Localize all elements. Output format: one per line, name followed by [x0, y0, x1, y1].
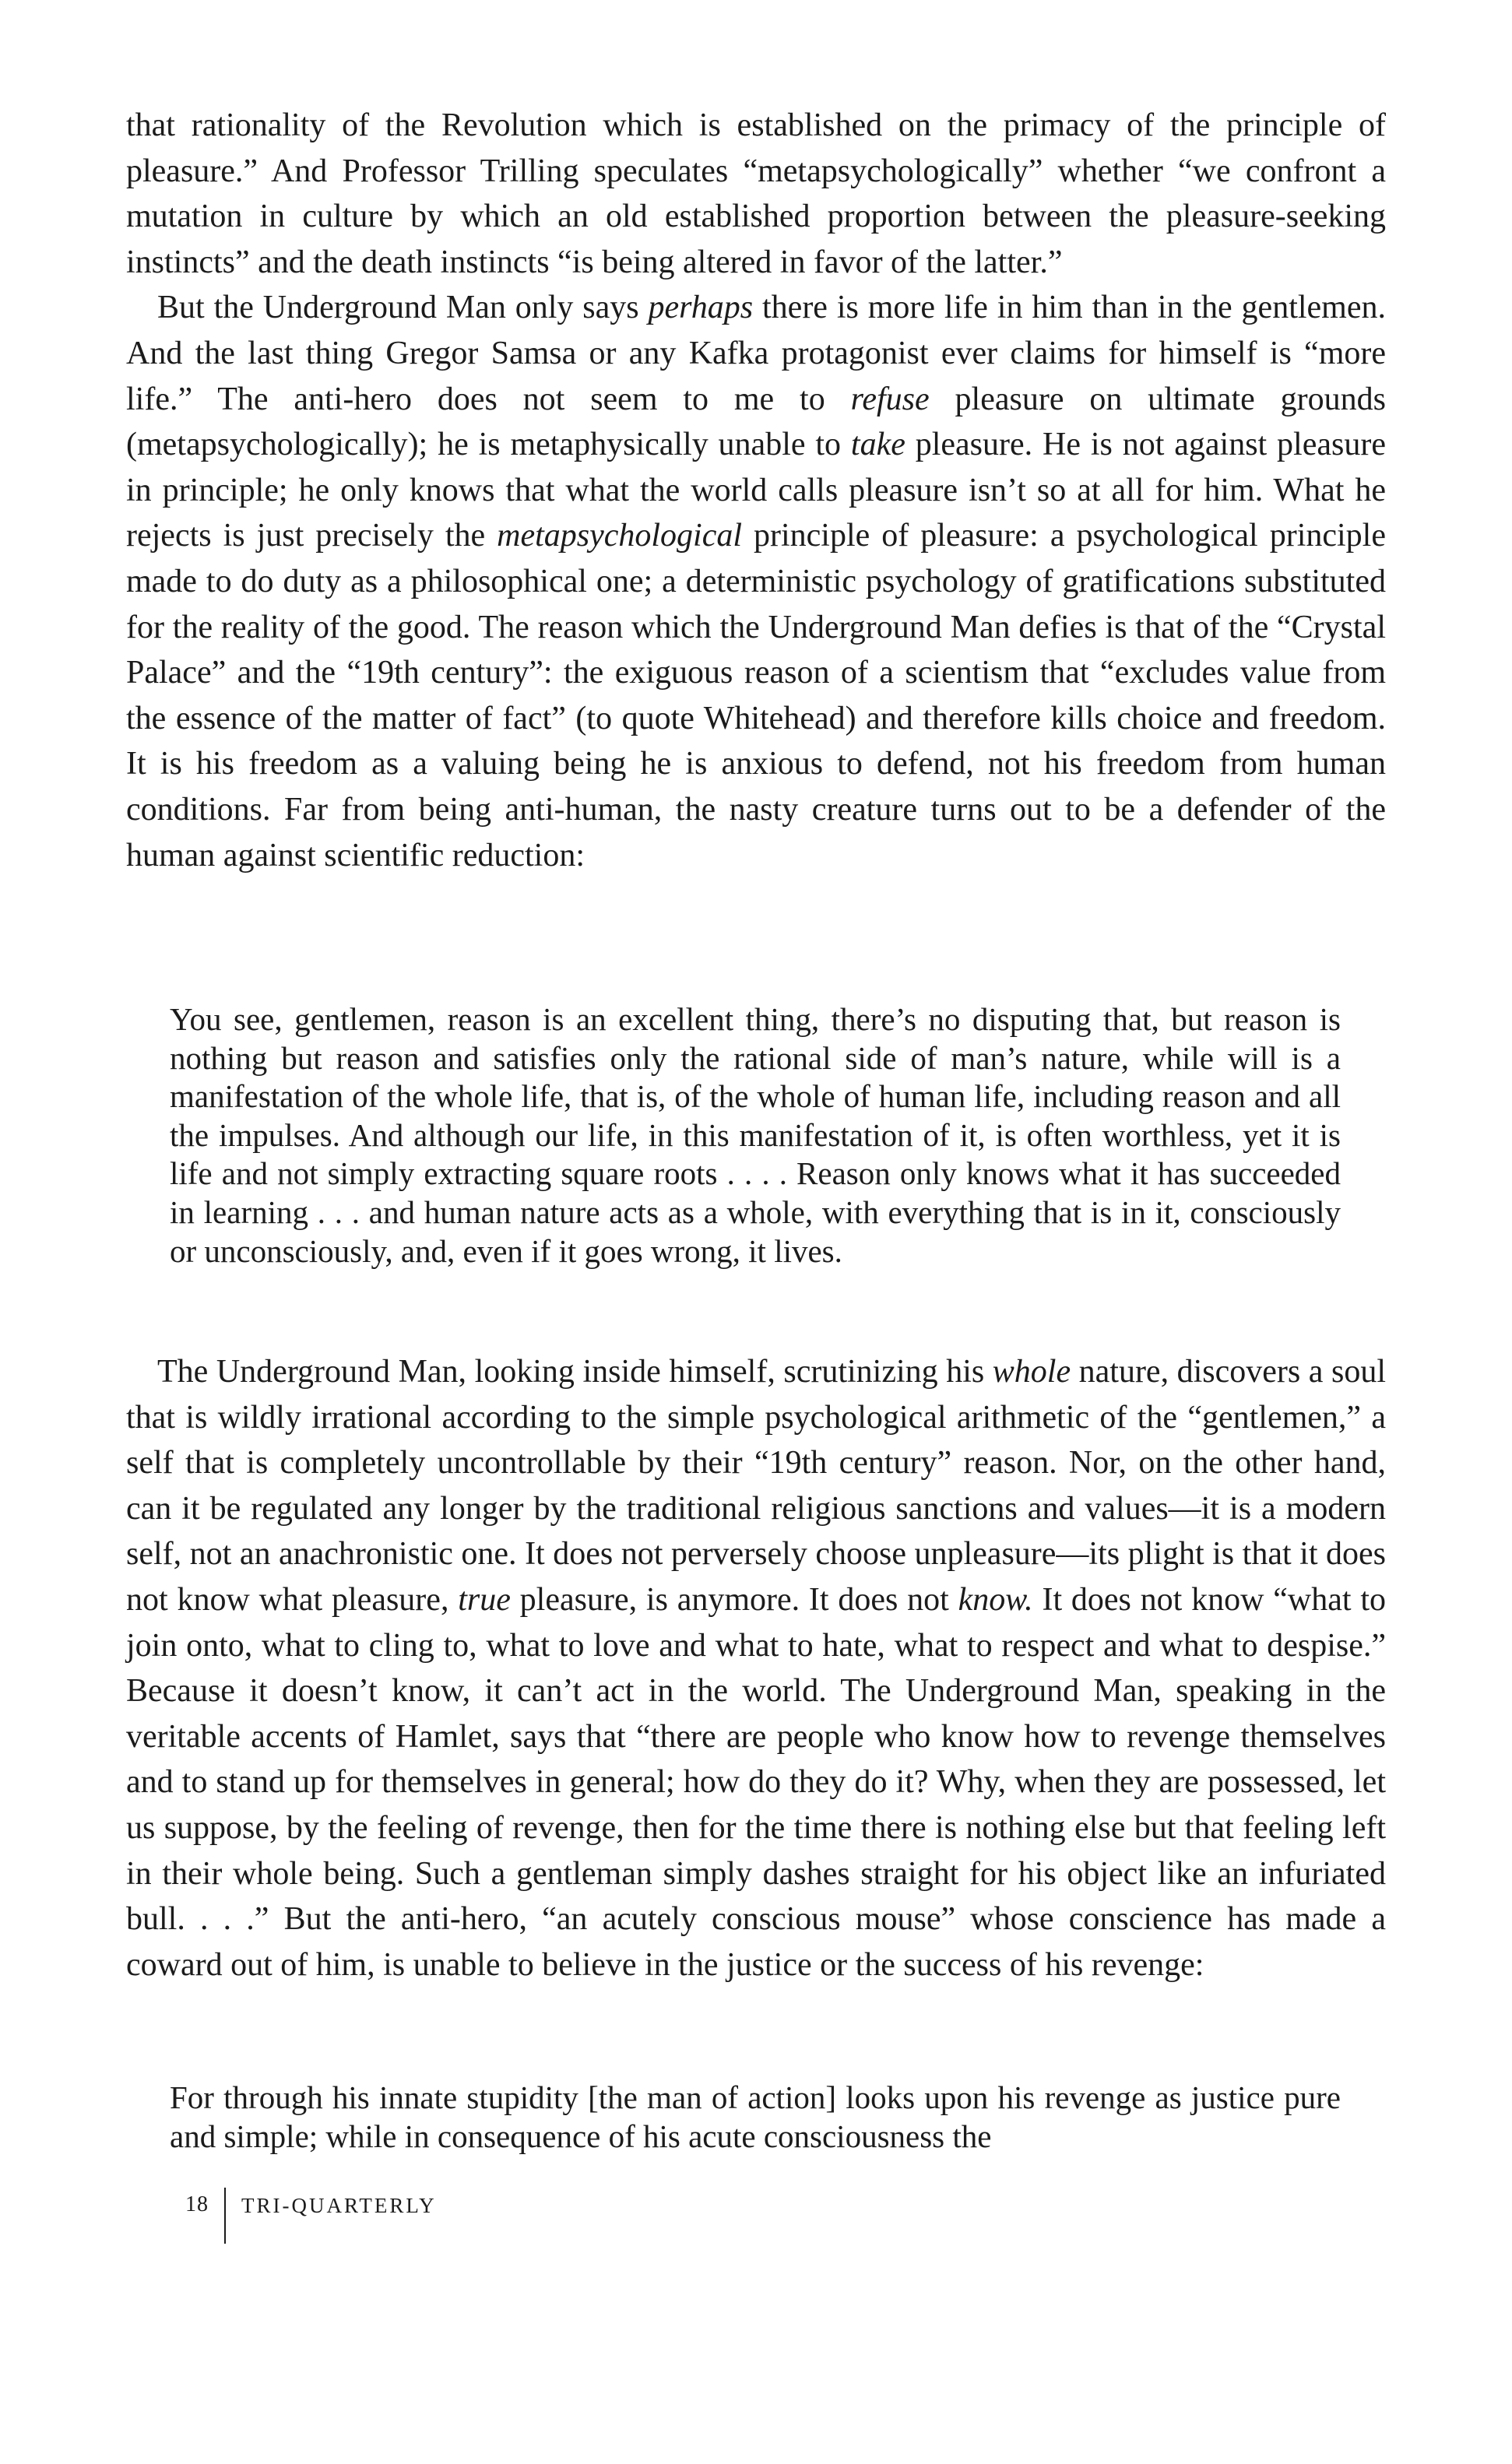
- block-quote-1: You see, gentlemen, reason is an excellent thing, there’s no disputing that, but reason is nothing but reason and satisfies only the rational side of man’s nature, while will is a manifestation of the whole life, that is, of the whole of human life, including reason and all the impulses. And although our life, in this manifestation of it, is often worthless, yet it is life and not simply extracting square roots . . . . Reason only knows what it has succeeded in learning . . . and human nature acts as a whole, with everything that is in it, consciously or unconsciously, and, even if it goes wrong, it lives.: [170, 1001, 1341, 1269]
- paragraph-1: that rationality of the Revolution which is established on the primacy of the principle of pleasure.” And Professor Trilling speculates “metapsychologically” whether “we confront a mutation in culture by which an old established proportion between the pleasure-seeking instincts” and the death instincts “is being altered in favor of the latter.”: [126, 107, 1386, 280]
- italic-emphasis: know.: [958, 1581, 1033, 1618]
- page-number: 18: [185, 2192, 209, 2216]
- text-run: pleasure on ultimate grounds (metapsychologically); he is metaphysically unable to: [126, 381, 1386, 463]
- italic-emphasis: whole: [992, 1354, 1071, 1390]
- italic-emphasis: refuse: [850, 381, 930, 417]
- journal-name: TRI-QUARTERLY: [241, 2194, 437, 2217]
- text-run: pleasure, is anymore. It does not: [510, 1581, 958, 1618]
- page-footer: [185, 2188, 437, 2244]
- text-run: there is more life in him than in the gentlemen. And the last thing Gregor Samsa or any Kafka protagonist ever claims for himself is “more life.” The anti-hero does not seem to me to: [126, 290, 1386, 417]
- italic-emphasis: perhaps: [648, 290, 754, 326]
- text-run: nature, discovers a soul that is wildly irrational according to the simple psychological arithmetic of the “gentlemen,” a self that is completely uncontrollable by their “19th century” reason. Nor, on the other hand, can it be regulated any longer by the traditional religious sanctions and values—it is a modern self, not an anachronistic one. It does not perversely choose unpleasure—its plight is that it does not know what pleasure,: [126, 1354, 1386, 1618]
- text-run: It does not know “what to join onto, what to cling to, what to love and what to hate, what to respect and what to despise.” Because it doesn’t know, it can’t act in the world. The Underground Man, speaking in the veritable accents of Hamlet, says that “there are people who know how to revenge themselves and to stand up for themselves in general; how do they do it? Why, when they are possessed, let us suppose, by the feeling of revenge, then for the time there is nothing else but that feeling left in their whole being. Such a gentleman simply dashes straight for his object like an infuriated bull. . . .” But the anti-hero, “an acutely conscious mouse” whose conscience has made a coward out of him, is unable to believe in the justice or the success of his revenge:: [126, 1581, 1387, 1983]
- italic-emphasis: take: [850, 427, 905, 463]
- paragraph-2: [126, 285, 1386, 878]
- text-run: But the Underground Man only says: [157, 290, 649, 326]
- body-text-block-2: [126, 1349, 1386, 1988]
- italic-emphasis: metapsychological: [497, 518, 743, 554]
- text-run: The Underground Man, looking inside himself, scrutinizing his: [157, 1354, 993, 1390]
- paragraph-3: [126, 1349, 1386, 1988]
- block-quote-2: For through his innate stupidity [the man of action] looks upon his revenge as justice pure and simple; while in consequence of his acute consciousness the: [170, 2079, 1341, 2154]
- body-text-block-1: [126, 103, 1386, 878]
- text-run: pleasure. He is not against pleasure in principle; he only knows that what the world calls pleasure isn’t so at all for him. What he rejects is just precisely the: [126, 427, 1386, 554]
- italic-emphasis: true: [458, 1581, 511, 1618]
- text-run: principle of pleasure: a psychological principle made to do duty as a philosophical one; a deterministic psychology of gratifications substituted for the reality of the good. The reason which the Underground Man defies is that of the “Crystal Palace” and the “19th century”: the exiguous reason of a scientism that “excludes value from the essence of the matter of fact” (to quote Whitehead) and therefore kills choice and freedom. It is his freedom as a valuing being he is anxious to defend, not his freedom from human conditions. Far from being anti-human, the nasty creature turns out to be a defender of the human against scientific reduction:: [126, 518, 1386, 873]
